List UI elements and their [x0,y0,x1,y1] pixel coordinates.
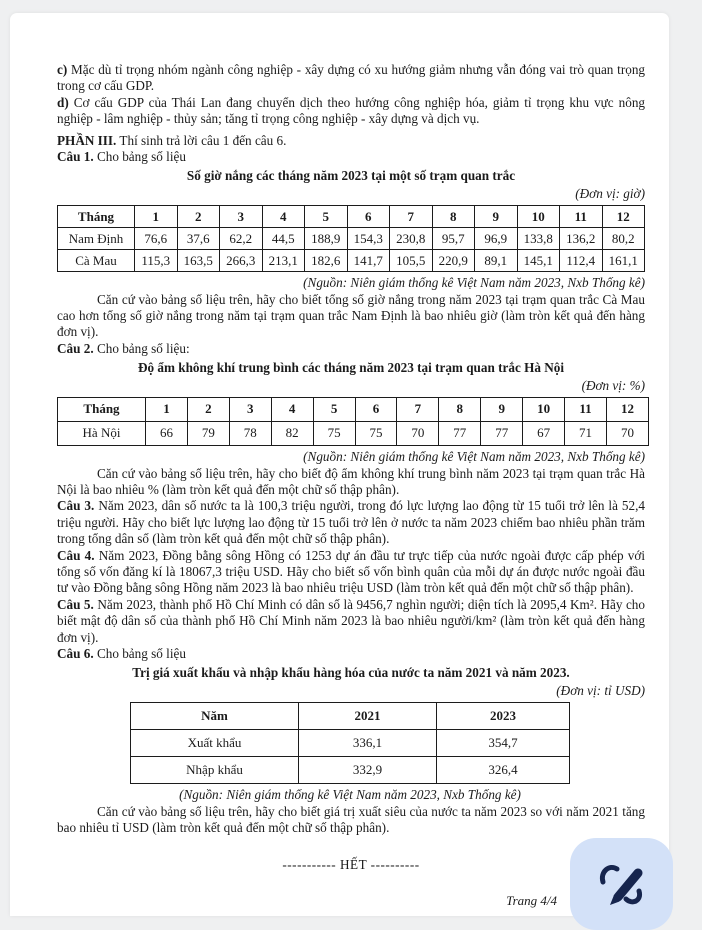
document-content [10,13,669,874]
table-3-source: (Nguồn: Niên giám thống kê Việt Nam năm 2023, Nxb Thống kê) [179,787,521,803]
question-6-intro [57,646,645,662]
table-cell: 9 [475,206,518,228]
table-cell: Tháng [58,206,135,228]
table-cell: 9 [481,398,523,422]
paragraph-c-text: Mặc dù tỉ trọng nhóm ngành công nghiệp - xây dựng có xu hướng giảm nhưng vẫn đóng vai trò quan trọng trong cơ cấu GDP. [57,62,646,94]
table-cell: Hà Nội [58,422,146,446]
table-cell: 75 [313,422,355,446]
table-cell: Nhập khẩu [131,757,299,784]
table-cell: 161,1 [602,250,645,272]
paragraph-d-label: d) [57,94,69,110]
table-cell: 8 [432,206,475,228]
table-cell: 77 [481,422,523,446]
table-cell: 12 [606,398,648,422]
sunshine-hours-table [57,205,645,272]
table-cell: 154,3 [347,228,390,250]
question-3-text: Năm 2023, dân số nước ta là 100,3 triệu người, trong đó lực lượng lao động từ 15 tuổi trở lên là 52,4 triệu người. Hãy cho biết lực lượng lao động từ 15 tuổi trở lên ở nước ta năm 2023 chiếm bao nhiêu phần trăm trong tổng dân số (làm tròn kết quả đến một chữ số thập phân). [57,498,646,547]
table-cell: 5 [305,206,348,228]
question-5-paragraph [57,597,645,646]
table-3-unit: (Đơn vị: tỉ USD) [556,682,645,698]
table-cell: 67 [523,422,565,446]
table-cell: 220,9 [432,250,475,272]
table-cell: 71 [565,422,607,446]
table-cell: 77 [439,422,481,446]
humidity-table [57,397,649,446]
paragraph-d-text: Cơ cấu GDP của Thái Lan đang chuyển dịch theo hướng công nghiệp hóa, giảm tỉ trọng khu vực nông nghiệp - lâm nghiệp - thủy sản; tăng tỉ trọng công nghiệp - xây dựng và dịch vụ. [57,94,646,127]
table-cell: 2021 [299,703,437,730]
table-row [131,730,570,757]
table-2-unit: (Đơn vị: %) [581,377,645,393]
table-cell: 80,2 [602,228,645,250]
table-row [58,250,645,272]
page-number: Trang 4/4 [506,893,557,908]
pen-signature-icon [598,860,646,908]
table-cell: 1 [135,206,178,228]
table-cell: 4 [262,206,305,228]
table-cell: 11 [560,206,603,228]
table-cell: 76,6 [135,228,178,250]
table-cell: 75 [355,422,397,446]
table-cell: 6 [355,398,397,422]
table-cell: 213,1 [262,250,305,272]
table-cell: 141,7 [347,250,390,272]
table-cell: 44,5 [262,228,305,250]
table-cell: 10 [523,398,565,422]
question-5-label: Câu 5. [57,596,94,612]
table-row [58,422,649,446]
question-4-text: Năm 2023, Đồng bằng sông Hồng có 1253 dự án đầu tư trực tiếp của nước ngoài được cấp phép với tổng số vốn đăng kí là 18067,3 triệu USD. Hãy cho biết số vốn bình quân của mỗi dự án được nước ngoài đầu tư vào Đồng bằng sông Hồng năm 2023 là bao nhiêu triệu USD (làm tròn kết quả đến một chữ số thập phân). [57,547,646,596]
question-6-label: Câu 6. [57,645,94,661]
question-2-intro-text: Cho bảng số liệu: [96,340,190,356]
table-1-source: (Nguồn: Niên giám thống kê Việt Nam năm 2023, Nxb Thống kê) [303,275,645,291]
table-cell: 11 [565,398,607,422]
table-cell: Tháng [58,398,146,422]
table-cell: 12 [602,206,645,228]
question-4-paragraph [57,548,645,597]
table-cell: 89,1 [475,250,518,272]
table-cell: 66 [146,422,188,446]
end-of-document-divider: ----------- HẾT ---------- [282,857,420,873]
table-row [131,757,570,784]
table-cell: 70 [397,422,439,446]
table-cell: 82 [271,422,313,446]
table-cell: 182,6 [305,250,348,272]
table-cell: 6 [347,206,390,228]
table-cell: Cà Mau [58,250,135,272]
paragraph-c-label: c) [57,62,68,77]
table-cell: 3 [229,398,271,422]
question-5-text: Năm 2023, thành phố Hồ Chí Minh có dân số là 9456,7 nghìn người; diện tích là 2095,4 Km². Hãy cho biết mật độ dân số của thành phố Hồ Chí Minh năm 2023 là bao nhiêu người/km² (làm tròn kết quả đến hàng đơn vị). [57,596,645,645]
question-4-label: Câu 4. [57,547,95,563]
table-cell: 10 [517,206,560,228]
paragraph-d [57,95,645,128]
part-3-text: Thí sinh trả lời câu 1 đến câu 6. [119,132,287,148]
table-cell: 2 [177,206,220,228]
table-cell: 3 [220,206,263,228]
table-cell: 332,9 [299,757,437,784]
table-cell: 7 [390,206,433,228]
question-2-text: Căn cứ vào bảng số liệu trên, hãy cho biết độ ẩm không khí trung bình năm 2023 tại trạm quan trắc Hà Nội là bao nhiêu % (làm tròn kết quả đến một chữ số thập phân). [57,465,645,497]
table-cell: Năm [131,703,299,730]
table-cell: 266,3 [220,250,263,272]
paragraph-c [57,62,645,95]
table-2-title: Độ ẩm không khí trung bình các tháng năm 2023 tại trạm quan trắc Hà Nội [137,360,565,376]
table-cell: 37,6 [177,228,220,250]
table-cell: 8 [439,398,481,422]
table-row [58,206,645,228]
table-cell: 5 [313,398,355,422]
table-cell: 133,8 [517,228,560,250]
question-1-intro-text: Cho bảng số liệu [96,149,186,165]
table-cell: 4 [271,398,313,422]
question-6-intro-text: Cho bảng số liệu [96,645,186,661]
question-3-label: Câu 3. [57,498,95,514]
table-cell: 1 [146,398,188,422]
table-row [58,228,645,250]
table-cell: 96,9 [475,228,518,250]
table-2-source: (Nguồn: Niên giám thống kê Việt Nam năm 2023, Nxb Thống kê) [303,449,645,465]
question-6-text: Căn cứ vào bảng số liệu trên, hãy cho biết giá trị xuất siêu của nước ta năm 2023 so với năm 2021 tăng bao nhiêu tỉ USD (làm tròn kết quả đến một chữ số thập phân). [57,803,645,835]
table-cell: 2023 [437,703,570,730]
part-3-heading [57,133,645,149]
question-1-intro [57,149,645,165]
table-cell: 188,9 [305,228,348,250]
table-cell: 79 [187,422,229,446]
table-row [131,703,570,730]
table-1-title: Số giờ nắng các tháng năm 2023 tại một số trạm quan trắc [186,168,516,184]
table-cell: Nam Định [58,228,135,250]
question-3-paragraph [57,498,645,547]
document-page [10,13,669,916]
table-cell: 112,4 [560,250,603,272]
table-cell: 354,7 [437,730,570,757]
table-1-unit: (Đơn vị: giờ) [575,185,645,201]
table-cell: 7 [397,398,439,422]
table-cell: Xuất khẩu [131,730,299,757]
table-cell: 230,8 [390,228,433,250]
table-cell: 2 [187,398,229,422]
part-3-label: PHẦN III. [57,132,117,148]
question-1-text: Căn cứ vào bảng số liệu trên, hãy cho biết tổng số giờ nắng trong năm 2023 tại trạm quan trắc Cà Mau cao hơn tổng số giờ nắng trong năm tại trạm quan trắc Nam Định là bao nhiêu giờ (làm tròn kết quả đến hàng đơn vị). [57,291,645,340]
table-cell: 115,3 [135,250,178,272]
table-cell: 145,1 [517,250,560,272]
question-2-intro [57,341,645,357]
annotate-button[interactable] [570,838,673,930]
table-cell: 95,7 [432,228,475,250]
table-cell: 70 [606,422,648,446]
question-1-label: Câu 1. [57,149,94,165]
table-cell: 62,2 [220,228,263,250]
table-cell: 336,1 [299,730,437,757]
table-3-title: Trị giá xuất khẩu và nhập khẩu hàng hóa của nước ta năm 2021 và năm 2023. [132,665,570,681]
table-row [58,398,649,422]
table-cell: 326,4 [437,757,570,784]
table-cell: 78 [229,422,271,446]
table-cell: 105,5 [390,250,433,272]
table-cell: 136,2 [560,228,603,250]
question-2-label: Câu 2. [57,340,94,356]
trade-value-table [130,702,570,784]
table-cell: 163,5 [177,250,220,272]
